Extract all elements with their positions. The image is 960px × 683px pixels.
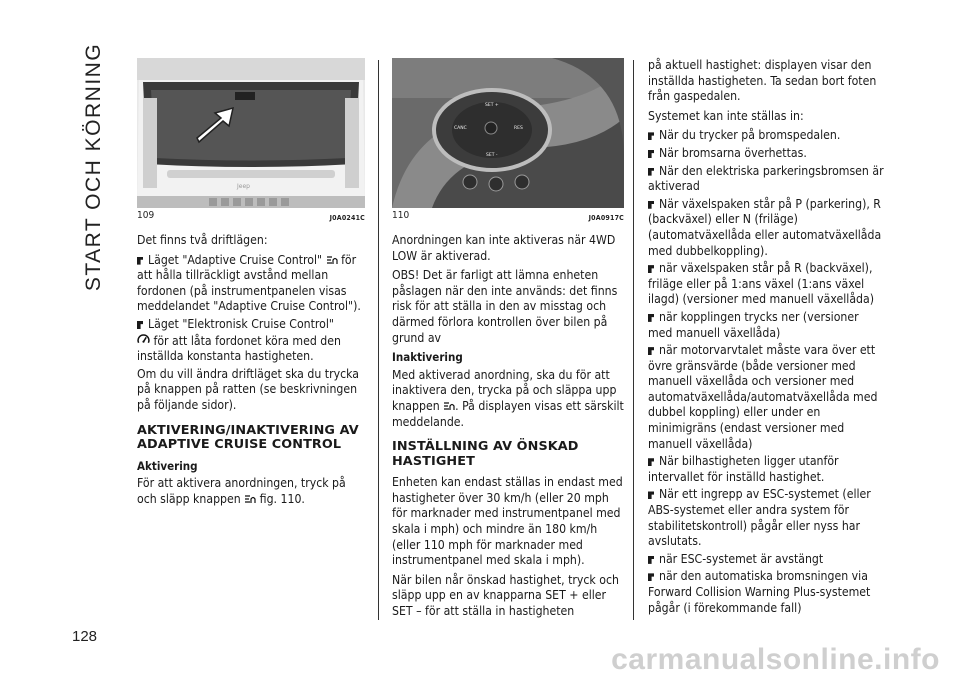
list-item: När ett ingrepp av ESC-systemet (eller ABS-systemet eller andra system för stabilitetskontroll) pågår eller nyss har avslutats.: [648, 487, 871, 549]
bullet-icon: [648, 150, 654, 158]
wheel-label: RES: [514, 126, 523, 131]
list-item: När bromsarna överhettas.: [648, 146, 884, 162]
figure-109-rear-window: [137, 58, 365, 208]
paragraph: på aktuell hastighet: displayen visar den inställda hastigheten. Ta sedan bort foten från gaspedalen.: [648, 58, 877, 104]
column-divider: [633, 60, 634, 620]
list-item: Läget "Adaptive Cruise Control" för att hålla tillräckligt avstånd mellan fordonen (på instrumentpanelen visas meddelandet "Adaptive Cruise Control").: [137, 252, 361, 314]
paragraph: Med aktiverad anordning, ska du för att inaktivera den, trycka på och släppa upp knappen . På displayen visas ett särskilt meddelande.: [392, 367, 624, 429]
bullet-icon: [648, 168, 654, 176]
section-heading: INSTÄLLNING AV ÖNSKAD HASTIGHET: [392, 439, 579, 469]
figure-code: J0A0917C: [588, 214, 624, 222]
column-divider: [378, 60, 379, 620]
adaptive-cruise-icon: [326, 255, 338, 265]
figure-caption: [137, 210, 365, 224]
bullet-icon: [648, 556, 654, 564]
column-1: [137, 58, 365, 511]
bullet-icon: [137, 257, 143, 265]
paragraph: Systemet kan inte ställas in:: [648, 108, 804, 123]
list-item: när den automatiska bromsningen via Forward Collision Warning Plus-systemet pågår (i förekommande fall): [648, 569, 871, 615]
chapter-title: START OCH KÖRNING: [82, 42, 105, 292]
figure-caption: [392, 210, 624, 224]
speedometer-icon: [137, 333, 150, 346]
list-item: när kopplingen trycks ner (versioner med manuell växellåda): [648, 309, 859, 340]
bullet-icon: [648, 491, 654, 499]
bullet-icon: [648, 132, 654, 140]
wheel-label: SET -: [486, 153, 498, 158]
bullet-icon: [648, 458, 654, 466]
wheel-label: CANC: [454, 126, 467, 131]
list-item: när ESC-systemet är avstängt: [648, 552, 884, 568]
column-3: [648, 58, 884, 618]
section-heading: AKTIVERING/INAKTIVERING AV ADAPTIVE CRUISE CONTROL: [137, 422, 359, 453]
bullet-icon: [137, 321, 143, 329]
list-item: När bilhastigheten ligger utanför intervallet för inställd hastighet.: [648, 454, 839, 484]
page-number: 128: [72, 628, 98, 645]
watermark: carmanualsonline.info: [611, 643, 940, 676]
bullet-icon: [648, 573, 654, 581]
paragraph: Det finns två driftlägen:: [137, 233, 268, 247]
figure-code: J0A0241C: [329, 214, 365, 222]
subheading: Aktivering: [137, 458, 198, 473]
figure-number: 109: [137, 210, 155, 221]
paragraph: OBS! Det är farligt att lämna enheten påslagen när den inte används: det finns risk för att ställa in den av misstag och därmed förlora kontrollen över bilen på grund av: [392, 268, 618, 345]
paragraph: Om du vill ändra driftläget ska du trycka på knappen på ratten (se beskrivningen på följande sidor).: [137, 366, 359, 412]
bullet-icon: [648, 314, 654, 322]
figure-number: 110: [392, 210, 410, 221]
bullet-icon: [648, 347, 654, 355]
column-2: [392, 58, 624, 623]
steering-wheel-illustration: [392, 58, 624, 208]
bullet-icon: [648, 201, 654, 209]
wheel-label: SET +: [485, 103, 499, 108]
adaptive-cruise-icon: [443, 401, 455, 411]
list-item: När växelspaken står på P (parkering), R (backväxel) eller N (friläge) (automatväxellåda eller automatväxellåda med dubbelkoppling).: [648, 196, 882, 258]
paragraph: När bilen når önskad hastighet, tryck och släpp upp en av knapparna SET + eller SET – för att ställa in hastigheten: [392, 572, 619, 618]
paragraph: För att aktivera anordningen, tryck på och släpp knappen fig. 110.: [137, 476, 346, 506]
list-item: när växelspaken står på R (backväxel), friläge eller på 1:ans växel (1:ans växel ilagd) (versioner med manuell växellåda): [648, 261, 875, 307]
list-item: Läget "Elektronisk Cruise Control" för att låta fordonet köra med den inställda konstanta hastigheten.: [137, 316, 341, 364]
svg-text:Jeep: Jeep: [237, 183, 250, 190]
figure-110-steering-wheel: [392, 58, 624, 208]
adaptive-cruise-icon: [244, 494, 256, 504]
paragraph: Anordningen kan inte aktiveras när 4WD LOW är aktiverad.: [392, 233, 616, 263]
subheading: Inaktivering: [392, 350, 463, 365]
bullet-icon: [648, 265, 654, 273]
list-item: när motorvarvtalet måste vara över ett övre gränsvärde (både versioner med manuell växellåda och versioner med automatväxellåda/automatväxellåda med dubbel koppling) eller under en minimigräns (endast versioner med manuell växellåda): [648, 343, 878, 451]
paragraph: Enheten kan endast ställas in endast med hastigheter över 30 km/h (eller 20 mph för marknader med instrumentpanel med skala i mph) och mindre än 180 km/h (eller 110 mph för marknader med instrumentpanel med skala i mph).: [392, 475, 623, 568]
list-item: När du trycker på bromspedalen.: [648, 128, 884, 144]
car-window-illustration: [137, 58, 365, 208]
list-item: När den elektriska parkeringsbromsen är aktiverad: [648, 163, 884, 194]
